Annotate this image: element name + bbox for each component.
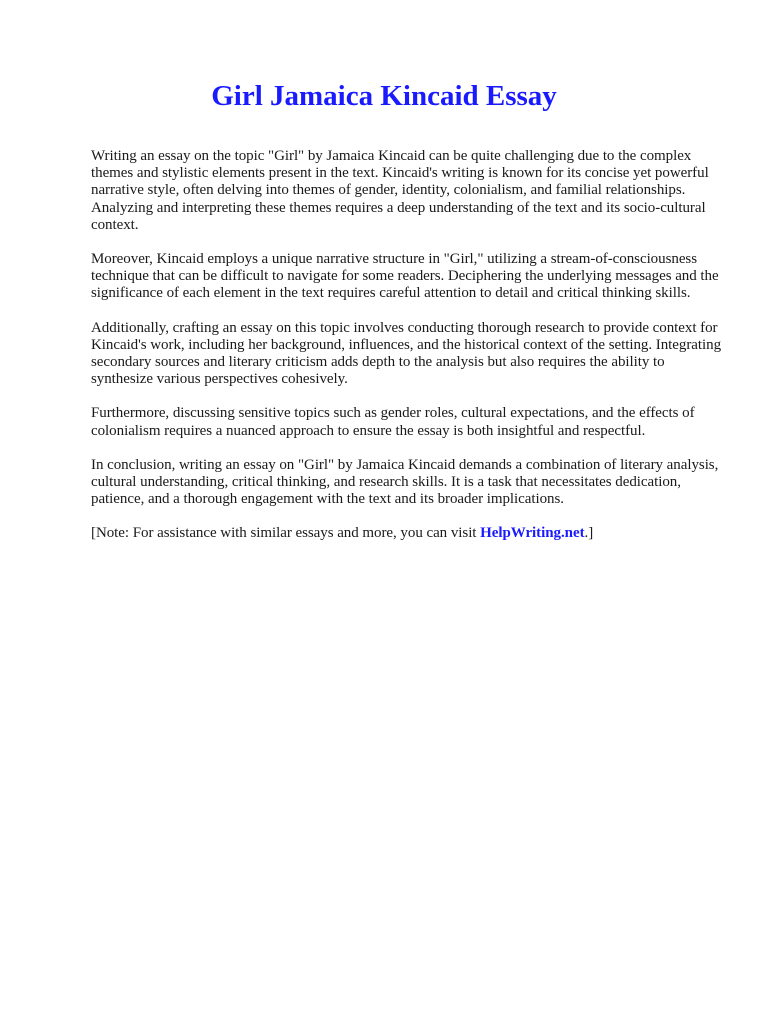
paragraph-conclusion: In conclusion, writing an essay on "Girl" by Jamaica Kincaid demands a combination of literary analysis, cultural understanding, critical thinking, and research skills. It is a task that necessitates dedication, patience, and a thorough engagement with the text and its broader implications. [91,456,719,508]
paragraph-research: Additionally, crafting an essay on this topic involves conducting thorough research to provide context for Kincaid's work, including her background, influences, and the historical context of the setting. Integrating secondary sources and literary criticism adds depth to the analysis but also requires the ability to synthesize various perspectives cohesively. [91,319,722,388]
note-paragraph [91,525,724,542]
helpwriting-link[interactable]: HelpWriting.net [480,525,585,542]
paragraph-narrative-structure: Moreover, Kincaid employs a unique narrative structure in "Girl," utilizing a stream-of-consciousness technique that can be difficult to navigate for some readers. Deciphering the underlying messages and the significance of each element in the text requires careful attention to detail and critical thinking skills. [91,251,719,302]
page-title: Girl Jamaica Kincaid Essay [211,80,557,112]
paragraph-intro: Writing an essay on the topic "Girl" by Jamaica Kincaid can be quite challenging due to the complex themes and stylistic elements present in the text. Kincaid's writing is known for its concise yet powerful narrative style, often delving into themes of gender, identity, colonialism, and familial relationships. Analyzing and interpreting these themes requires a deep understanding of the text and its socio-cultural context. [91,148,709,233]
note-prefix: [Note: For assistance with similar essays and more, you can visit [91,525,481,542]
paragraph-sensitive-topics: Furthermore, discussing sensitive topics such as gender roles, cultural expectations, and the effects of colonialism requires a nuanced approach to ensure the essay is both insightful and respectful. [91,405,695,439]
note-suffix: .] [584,525,594,542]
